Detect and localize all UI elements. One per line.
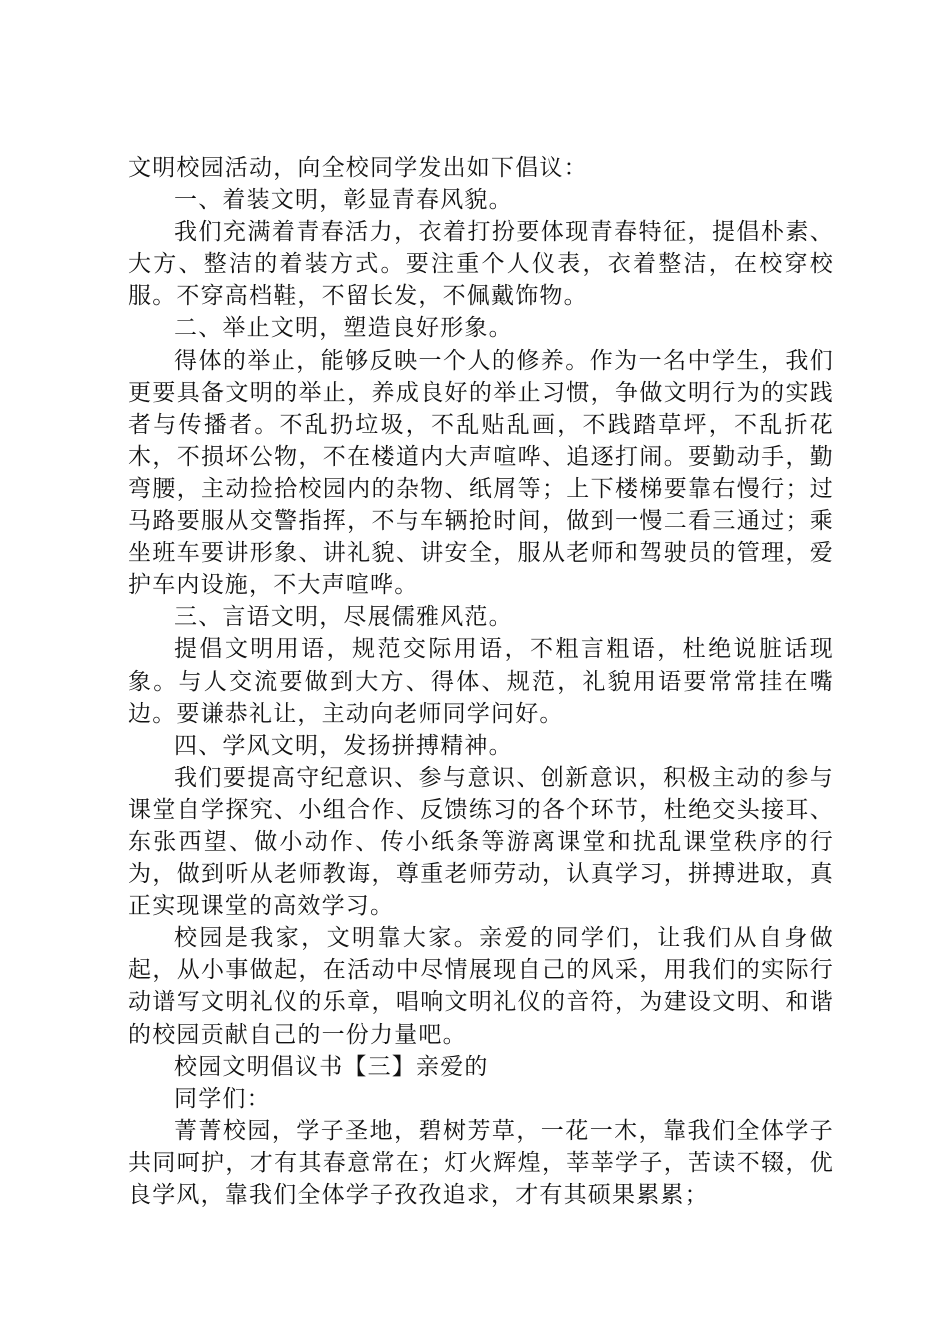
intro-paragraph: 文明校园活动，向全校同学发出如下倡议： bbox=[128, 155, 588, 181]
salutation: 同学们： bbox=[174, 1085, 271, 1112]
section-heading-dress: 一、着装文明，彰显青春风貌。 bbox=[174, 187, 513, 214]
body-paragraph-study: 我们要提高守纪意识、参与意识、创新意识，积极主动的参与课堂自学探究、小组合作、反馈练习的各个环节，杜绝交头接耳、东张西望、做小动作、传小纸条等游离课堂和扰乱课堂秩序的行为，做到听从老师教诲，尊重老师劳动，认真学习，拼搏进取，真正实现课堂的高效学习。 bbox=[128, 764, 834, 920]
section-heading-behavior: 二、举止文明，塑造良好形象。 bbox=[174, 315, 513, 342]
body-paragraph-behavior: 得体的举止，能够反映一个人的修养。作为一名中学生，我们更要具备文明的举止，养成良好的举止习惯，争做文明行为的实践者与传播者。不乱扔垃圾，不乱贴乱画，不践踏草坪，不乱折花木，不损坏公物，不在楼道内大声喧哗、追逐打闹。要勤动手，勤弯腰，主动捡拾校园内的杂物、纸屑等；上下楼梯要靠右慢行；过马路要服从交警指挥，不与车辆抢时间，做到一慢二看三通过；乘坐班车要讲形象、讲礼貌、讲安全，服从老师和驾驶员的管理，爱护车内设施，不大声喧哗。 bbox=[128, 347, 834, 599]
body-paragraph-dress: 我们充满着青春活力，衣着打扮要体现青春特征，提倡朴素、大方、整洁的着装方式。要注重个人仪表，衣着整洁，在校穿校服。不穿高档鞋，不留长发，不佩戴饰物。 bbox=[128, 219, 834, 310]
section-title-proposal-three: 校园文明倡议书【三】亲爱的 bbox=[174, 1053, 489, 1080]
body-paragraph-speech: 提倡文明用语，规范交际用语，不粗言粗语，杜绝说脏话现象。与人交流要做到大方、得体、规范，礼貌用语要常常挂在嘴边。要谦恭礼让，主动向老师同学问好。 bbox=[128, 636, 834, 727]
body-paragraph-campus: 菁菁校园，学子圣地，碧树芳草，一花一木，靠我们全体学子共同呵护，才有其春意常在；灯火辉煌，莘莘学子，苦读不辍，优良学风，靠我们全体学子孜孜追求，才有其硕果累累； bbox=[128, 1117, 834, 1208]
section-heading-study: 四、学风文明，发扬拼搏精神。 bbox=[174, 732, 513, 759]
document-page bbox=[128, 152, 834, 1211]
body-paragraph-closing: 校园是我家，文明靠大家。亲爱的同学们，让我们从自身做起，从小事做起，在活动中尽情展现自己的风采，用我们的实际行动谱写文明礼仪的乐章，唱响文明礼仪的音符，为建设文明、和谐的校园贡献自己的一份力量吧。 bbox=[128, 925, 834, 1048]
section-heading-speech: 三、言语文明，尽展儒雅风范。 bbox=[174, 604, 513, 631]
